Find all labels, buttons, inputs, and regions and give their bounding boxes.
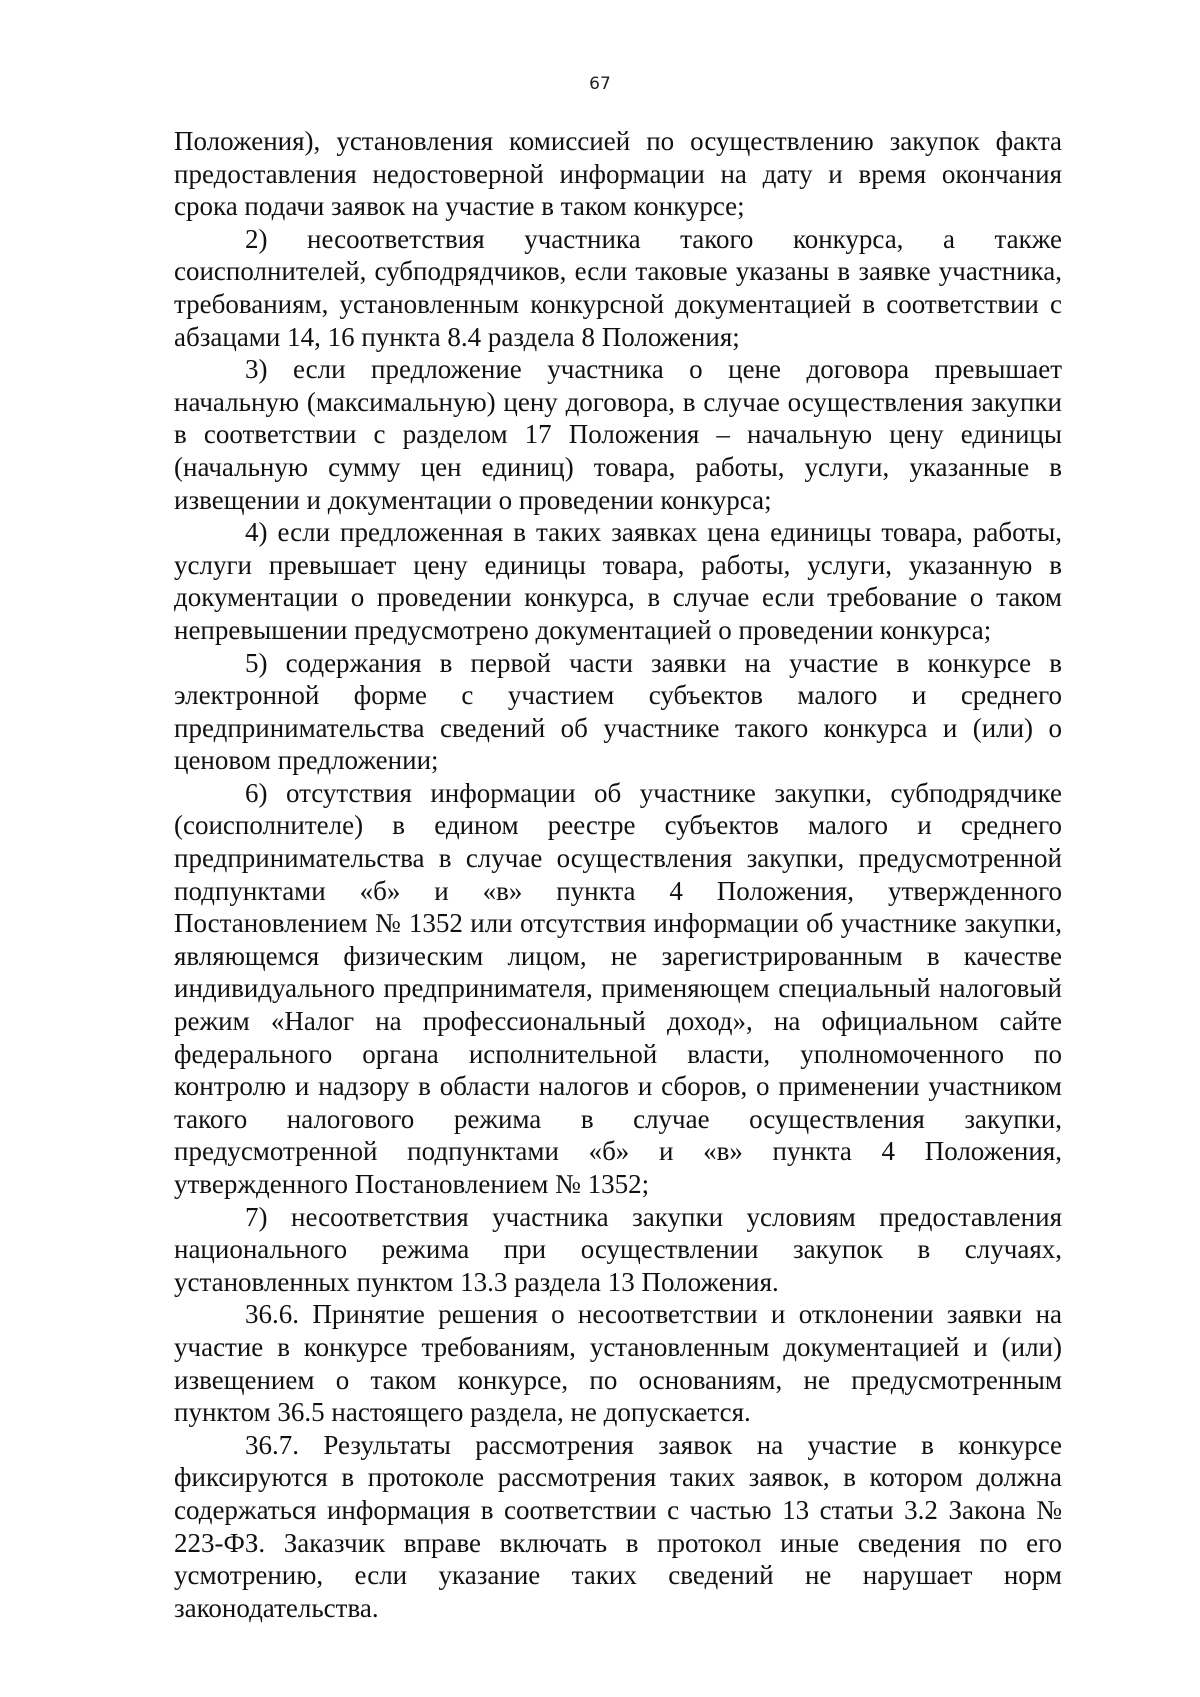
page-number: 67 xyxy=(589,74,611,94)
document-body xyxy=(174,125,1062,1624)
paragraph-item-5: 5) содержания в первой части заявки на участие в конкурсе в электронной форме с участием субъектов малого и среднего предпринимательства сведений об участнике такого конкурса и (или) о ценовом предложении; xyxy=(174,647,1062,776)
paragraph-item-4: 4) если предложенная в таких заявках цена единицы товара, работы, услуги превышает цену единицы товара, работы, услуги, указанную в документации о проведении конкурса, в случае если требование о таком непревышении предусмотрено документацией о проведении конкурса; xyxy=(174,517,1062,645)
paragraph-item-2: 2) несоответствия участника такого конкурса, а также соисполнителей, субподрядчиков, если таковые указаны в заявке участника, требованиям, установленным конкурсной документацией в соответствии с абзацами 14, 16 пункта 8.4 раздела 8 Положения; xyxy=(174,223,1062,352)
paragraph-item-3: 3) если предложение участника о цене договора превышает начальную (максимальную) цену договора, в случае осуществления закупки в соответствии с разделом 17 Положения – начальную цену единицы (начальную сумму цен единиц) товара, работы, услуги, указанные в извещении и документации о проведении конкурса; xyxy=(174,354,1062,515)
paragraph-continuation: Положения), установления комиссией по осуществлению закупок факта предоставления недостоверной информации на дату и время окончания срока подачи заявок на участие в таком конкурсе; xyxy=(174,126,1062,222)
paragraph-item-6: 6) отсутствия информации об участнике закупки, субподрядчике (соисполнителе) в едином реестре субъектов малого и среднего предпринимательства в случае осуществления закупки, предусмотренной подпунктами «б» и «в» пункта 4 Положения, утвержденного Постановлением № 1352 или отсутствия информации об участнике закупки, являющемся физическим лицом, не зарегистрированным в качестве индивидуального предпринимателя, применяющем специальный налоговый режим «Налог на профессиональный доход», на официальном сайте федерального органа исполнительной власти, уполномоченного по контролю и надзору в области налогов и сборов, о применении участником такого налогового режима в случае осуществления закупки, предусмотренной подпунктами «б» и «в» пункта 4 Положения, утвержденного Постановлением № 1352; xyxy=(174,777,1062,1199)
paragraph-clause-36-6: 36.6. Принятие решения о несоответствии и отклонении заявки на участие в конкурсе требованиям, установленным документацией и (или) извещением о таком конкурсе, по основаниям, не предусмотренным пунктом 36.5 настоящего раздела, не допускается. xyxy=(174,1299,1062,1428)
paragraph-clause-36-7: 36.7. Результаты рассмотрения заявок на участие в конкурсе фиксируются в протоколе рассмотрения таких заявок, в котором должна содержаться информация в соответствии с частью 13 статьи 3.2 Закона № 223-ФЗ. Заказчик вправе включать в протокол иные сведения по его усмотрению, если указание таких сведений не нарушает норм законодательства. xyxy=(174,1429,1062,1623)
paragraph-item-7: 7) несоответствия участника закупки условиям предоставления национального режима при осуществлении закупок в случаях, установленных пунктом 13.3 раздела 13 Положения. xyxy=(174,1201,1062,1297)
